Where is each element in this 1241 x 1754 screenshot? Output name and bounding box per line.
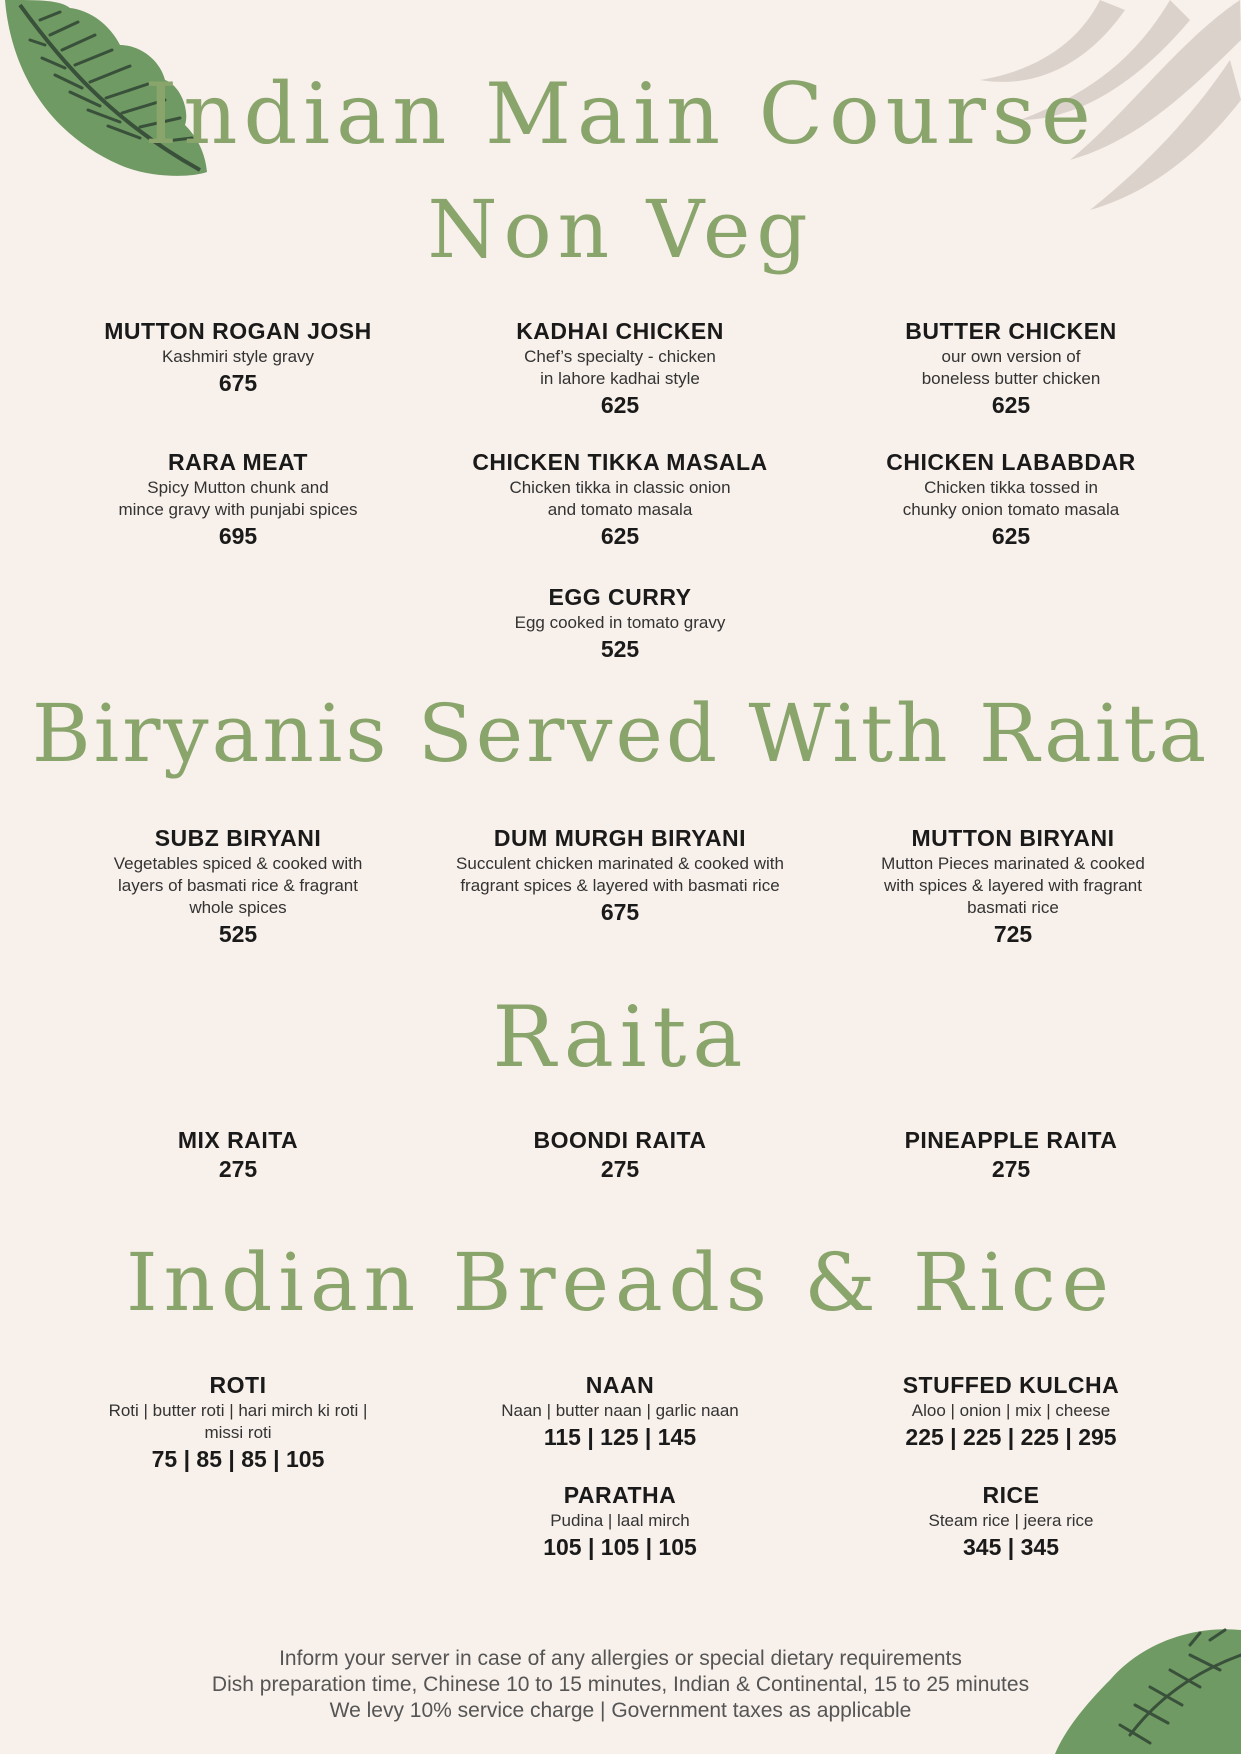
item-price: 675 — [218, 370, 258, 396]
item-price: 115 | 125 | 145 — [543, 1424, 697, 1450]
item-name: DUM MURGH BIRYANI — [493, 825, 747, 851]
breads-rice-title: Indian Breads & Rice — [126, 1236, 1115, 1329]
menu-item — [430, 1481, 810, 1561]
item-price: 725 — [993, 921, 1033, 947]
menu-item — [38, 824, 438, 948]
item-description: Aloo | onion | mix | cheese — [911, 1401, 1111, 1420]
item-price: 345 | 345 — [963, 1534, 1059, 1560]
item-description: our own version of boneless butter chicken — [921, 347, 1101, 388]
item-description: Vegetables spiced & cooked with layers of basmati rice & fragrant whole spices — [113, 854, 363, 917]
item-price: 625 — [600, 392, 640, 418]
item-name: ROTI — [209, 1372, 267, 1398]
item-name: RARA MEAT — [168, 449, 308, 475]
item-description: Mutton Pieces marinated & cooked with spices & layered with fragrant basmati rice — [881, 854, 1145, 917]
footer-notes — [0, 1646, 1241, 1724]
menu-item — [430, 583, 810, 663]
item-name: CHICKEN TIKKA MASALA — [472, 449, 768, 475]
item-name: NAAN — [585, 1372, 655, 1398]
menu-item — [821, 1126, 1201, 1183]
item-name: EGG CURRY — [548, 584, 692, 610]
item-name: RICE — [982, 1482, 1040, 1508]
item-name: MUTTON ROGAN JOSH — [104, 318, 372, 344]
item-price: 625 — [991, 523, 1031, 549]
item-name: KADHAI CHICKEN — [516, 318, 724, 344]
menu-item — [823, 824, 1203, 948]
item-price: 525 — [600, 636, 640, 662]
item-price: 625 — [991, 392, 1031, 418]
menu-item — [48, 448, 428, 550]
menu-item — [821, 448, 1201, 550]
footer-line: We levy 10% service charge | Government taxes as applicable — [329, 1699, 912, 1722]
item-description: Succulent chicken marinated & cooked with fragrant spices & layered with basmati rice — [456, 854, 784, 895]
raita-title: Raita — [492, 988, 749, 1086]
item-description: Roti | butter roti | hari mirch ki roti | missi roti — [108, 1401, 368, 1442]
menu-item — [430, 1126, 810, 1183]
footer-line: Inform your server in case of any allergies or special dietary requirements — [279, 1647, 962, 1670]
item-price: 625 — [600, 523, 640, 549]
main-course-title: Indian Main Course — [144, 65, 1097, 163]
item-name: BUTTER CHICKEN — [905, 318, 1117, 344]
item-name: MUTTON BIRYANI — [911, 825, 1115, 851]
item-description: Egg cooked in tomato gravy — [514, 613, 726, 632]
item-name: BOONDI RAITA — [533, 1127, 707, 1153]
item-description: Chicken tikka tossed in chunky onion tomato masala — [902, 478, 1120, 519]
menu-item — [48, 1371, 428, 1473]
item-name: MIX RAITA — [177, 1127, 299, 1153]
item-price: 225 | 225 | 225 | 295 — [905, 1424, 1117, 1450]
menu-item — [430, 317, 810, 419]
menu-item — [48, 1126, 428, 1183]
item-price: 695 — [218, 523, 258, 549]
footer-line: Dish preparation time, Chinese 10 to 15 minutes, Indian & Continental, 15 to 25 minutes — [211, 1673, 1030, 1696]
non-veg-title: Non Veg — [427, 183, 814, 276]
item-description: Kashmiri style gravy — [161, 347, 315, 366]
item-description: Naan | butter naan | garlic naan — [501, 1401, 739, 1420]
menu-item — [430, 448, 810, 550]
item-name: PARATHA — [563, 1482, 677, 1508]
item-description: Steam rice | jeera rice — [928, 1511, 1094, 1530]
menu-item — [821, 1481, 1201, 1561]
menu-item — [821, 317, 1201, 419]
item-price: 675 — [600, 899, 640, 925]
item-price: 275 — [218, 1156, 258, 1182]
item-price: 275 — [991, 1156, 1031, 1182]
item-name: CHICKEN LABABDAR — [886, 449, 1136, 475]
menu-item — [48, 317, 428, 397]
menu-item — [430, 1371, 810, 1451]
item-description: Spicy Mutton chunk and mince gravy with punjabi spices — [118, 478, 358, 519]
item-name: SUBZ BIRYANI — [154, 825, 322, 851]
item-description: Chef’s specialty - chicken in lahore kadhai style — [524, 347, 716, 388]
item-price: 105 | 105 | 105 — [543, 1534, 697, 1560]
item-price: 75 | 85 | 85 | 105 — [151, 1446, 325, 1472]
item-name: STUFFED KULCHA — [902, 1372, 1120, 1398]
item-description: Pudina | laal mirch — [550, 1511, 690, 1530]
item-name: PINEAPPLE RAITA — [904, 1127, 1118, 1153]
menu-item — [410, 824, 830, 926]
biryanis-title: Biryanis Served With Raita — [31, 687, 1210, 780]
item-description: Chicken tikka in classic onion and tomato masala — [509, 478, 731, 519]
item-price: 275 — [600, 1156, 640, 1182]
menu-item — [821, 1371, 1201, 1451]
item-price: 525 — [218, 921, 258, 947]
